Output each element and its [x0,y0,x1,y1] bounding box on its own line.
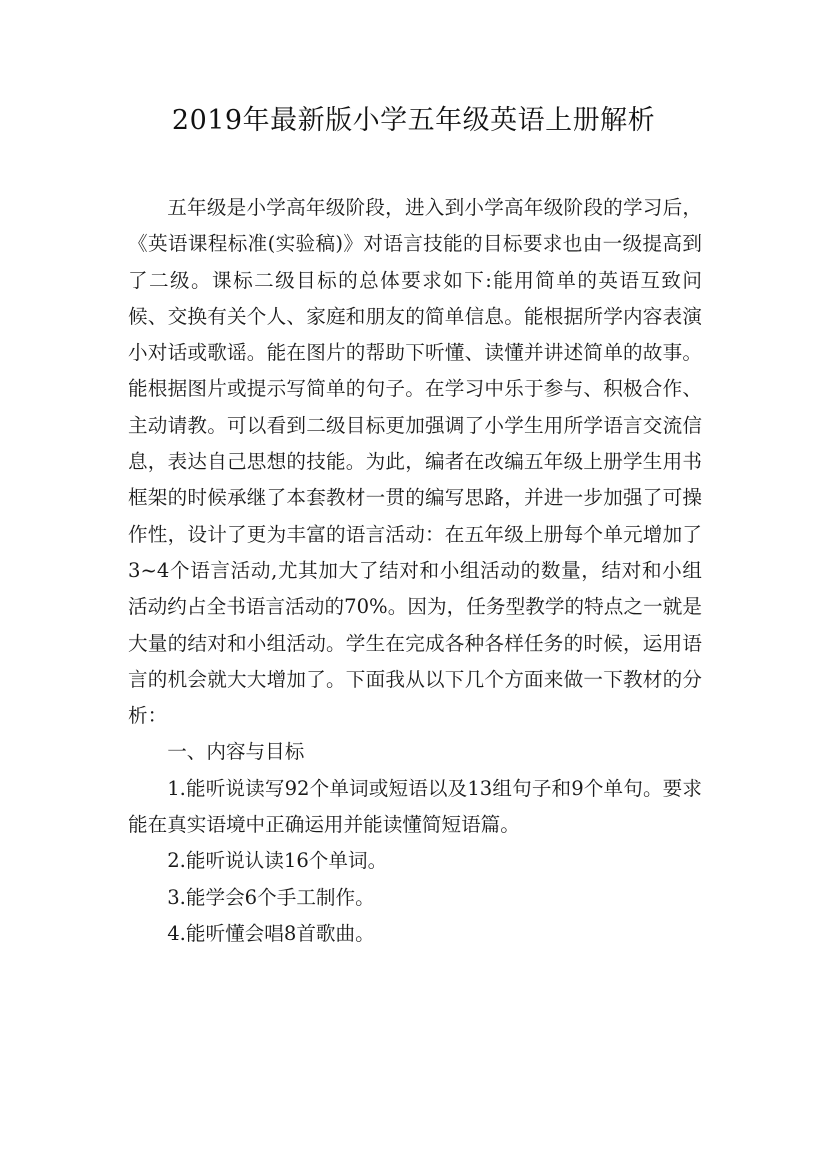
document-body [128,190,702,952]
list-item: 2.能听说认读16个单词。 [167,849,388,873]
section-heading: 一、内容与目标 [167,740,305,764]
document-title: 2019年最新版小学五年级英语上册解析 [171,105,656,136]
list-item: 3.能学会6个手工制作。 [167,885,375,909]
intro-paragraph: 五年级是小学高年级阶段，进入到小学高年级阶段的学习后，《英语课程标准(实验稿)》对语言技能的目标要求也由一级提高到了二级。课标二级目标的总体要求如下:能用简单的英语互致问候、交换有关个人、家庭和朋友的简单信息。能根据所学内容表演小对话或歌谣。能在图片的帮助下听懂、读懂并讲述简单的故事。能根据图片或提示写简单的句子。在学习中乐于参与、积极合作、主动请教。可以看到二级目标更加强调了小学生用所学语言交流信息，表达自己思想的技能。为此，编者在改编五年级上册学生用书框架的时候承继了本套教材一贯的编写思路，并进一步加强了可操作性，设计了更为丰富的语言活动：在五年级上册每个单元增加了3~4个语言活动,尤其加大了结对和小组活动的数量，结对和小组活动约占全书语言活动的70%。因为，任务型教学的特点之一就是大量的结对和小组活动。学生在完成各种各样任务的时候，运用语言的机会就大大增加了。下面我从以下几个方面来做一下教材的分析： [128,196,702,728]
list-item: 4.能听懂会唱8首歌曲。 [167,921,375,945]
list-item: 1.能听说读写92个单词或短语以及13组句子和9个单句。要求能在真实语境中正确运用并能读懂简短语篇。 [128,776,702,837]
